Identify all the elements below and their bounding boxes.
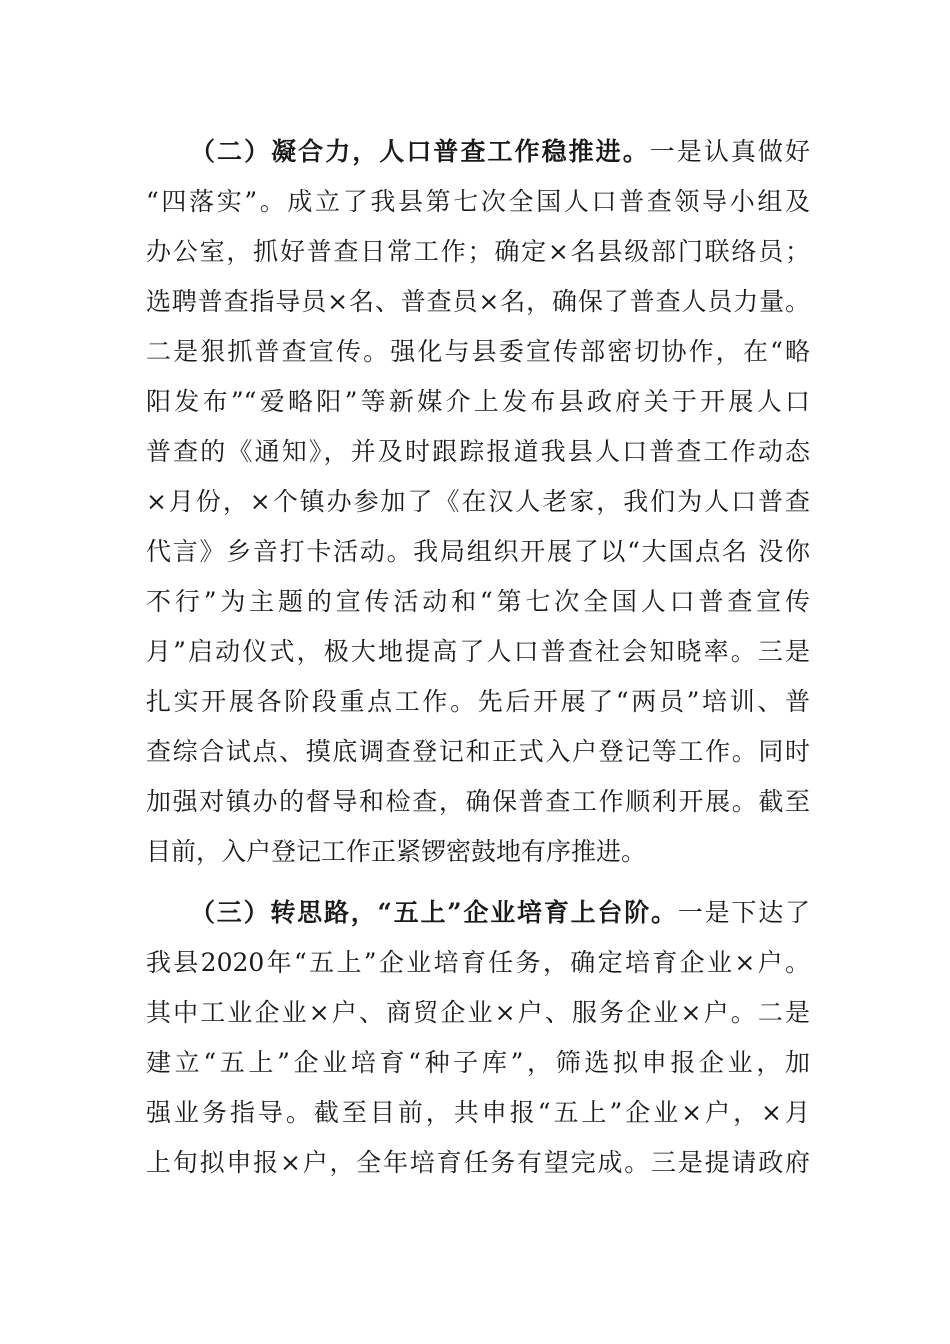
paragraph-line: 查综合试点、摸底调查登记和正式入户登记等工作。同时 [146, 737, 810, 766]
paragraph-line: 办公室，抓好普查日常工作；确定×名县级部门联络员； [146, 237, 810, 266]
paragraph-line: 二是狠抓普查宣传。强化与县委宣传部密切协作，在“略 [146, 337, 810, 366]
paragraph-line: 选聘普查指导员×名、普查员×名，确保了普查人员力量。 [146, 287, 810, 316]
paragraph-line: 扎实开展各阶段重点工作。先后开展了“两员”培训、普 [146, 687, 810, 716]
paragraph-line: 我县2020年“五上”企业培育任务，确定培育企业×户。 [146, 948, 810, 977]
paragraph-line: 强业务指导。截至目前，共申报“五上”企业×户，×月 [146, 1098, 810, 1127]
paragraph-line: 普查的《通知》，并及时跟踪报道我县人口普查工作动态 [146, 437, 810, 466]
paragraph-line: 其中工业企业×户、商贸企业×户、服务企业×户。二是 [146, 998, 810, 1027]
paragraph-line: 阳发布”“爱略阳”等新媒介上发布县政府关于开展人口 [146, 387, 810, 416]
paragraph-line: 加强对镇办的督导和检查，确保普查工作顺利开展。截至 [146, 787, 810, 816]
paragraph-line: 月”启动仪式，极大地提高了人口普查社会知晓率。三是 [146, 637, 810, 666]
paragraph-line: “四落实”。成立了我县第七次全国人口普查领导小组及 [146, 187, 810, 216]
section-heading: （三）转思路，“五上”企业培育上台阶。 [190, 898, 678, 927]
paragraph-line: ×月份，×个镇办参加了《在汉人老家，我们为人口普查 [146, 487, 810, 516]
paragraph-line: 不行”为主题的宣传活动和“第七次全国人口普查宣传 [146, 587, 810, 616]
paragraph-text: 一是下达了 [677, 898, 810, 927]
section-heading: （二）凝合力，人口普查工作稳推进。 [190, 137, 650, 166]
paragraph-line: 建立“五上”企业培育“种子库”，筛选拟申报企业，加 [146, 1048, 810, 1077]
paragraph-text: 一是认真做好 [649, 137, 810, 166]
paragraph-line: 上旬拟申报×户，全年培育任务有望完成。三是提请政府 [146, 1148, 810, 1177]
paragraph-line [190, 888, 810, 938]
paragraph-line: 目前，入户登记工作正紧锣密鼓地有序推进。 [146, 837, 647, 866]
paragraph-line [190, 127, 810, 177]
paragraph-line: 代言》乡音打卡活动。我局组织开展了以“大国点名 没你 [146, 537, 810, 566]
